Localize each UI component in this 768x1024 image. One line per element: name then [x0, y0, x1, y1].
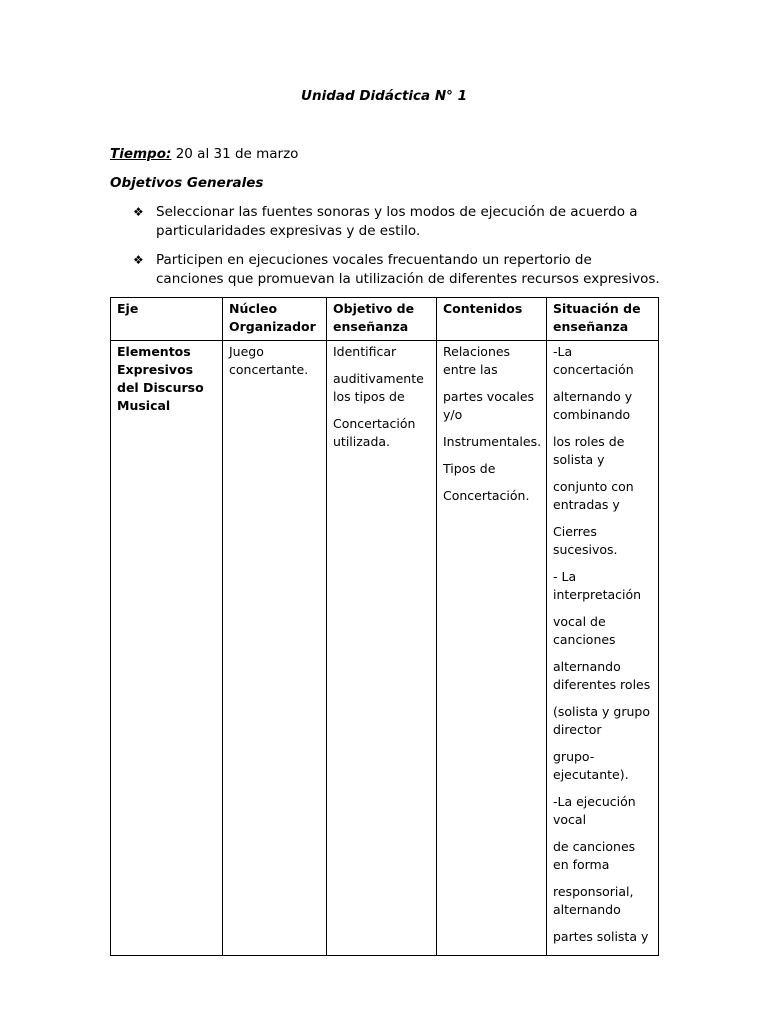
header-contenidos: Contenidos — [437, 298, 547, 341]
cell-text: responsorial, alternando — [553, 884, 634, 917]
objetivo-text: Participen en ejecuciones vocales frecuentando un repertorio de canciones que promuevan la utilización de diferentes recursos expresivos. — [156, 252, 660, 287]
cell-text: Juego concertante. — [229, 344, 309, 377]
cell-text: los roles de solista y — [553, 434, 625, 467]
cell-contenidos — [437, 341, 547, 956]
header-eje: Eje — [111, 298, 223, 341]
cell-text: -La concertación — [553, 344, 634, 377]
header-objetivo: Objetivo de enseñanza — [327, 298, 437, 341]
cell-text: auditivamente los tipos de — [333, 371, 424, 404]
cell-text: conjunto con entradas y — [553, 479, 634, 512]
cell-text: Instrumentales. — [443, 434, 542, 449]
table-row — [111, 341, 659, 956]
header-situacion: Situación de enseñanza — [547, 298, 659, 341]
document-title: Unidad Didáctica N° 1 — [301, 88, 467, 104]
cell-text: Tipos de — [443, 461, 496, 476]
cell-text: (solista y grupo director — [553, 704, 650, 737]
cell-text: -La ejecución vocal — [553, 794, 636, 827]
objetivo-text: Seleccionar las fuentes sonoras y los modos de ejecución de acuerdo a particularidades expresivas y de estilo. — [156, 204, 638, 239]
objetivos-list — [133, 203, 663, 299]
cell-eje — [111, 341, 223, 956]
cell-text: - La interpretación — [553, 569, 642, 602]
cell-text: Relaciones entre las — [443, 344, 511, 377]
cell-text: alternando y combinando — [553, 389, 633, 422]
cell-text: Concertación. — [443, 488, 530, 503]
cell-objetivo — [327, 341, 437, 956]
tiempo-line — [110, 145, 298, 163]
cell-text: partes vocales y/o — [443, 389, 535, 422]
cell-text: de canciones en forma — [553, 839, 636, 872]
objetivo-item — [133, 251, 663, 289]
cell-text: partes solista y — [553, 929, 649, 944]
objetivo-item — [133, 203, 663, 241]
table-header-row — [111, 298, 659, 341]
planning-table — [110, 297, 659, 956]
cell-text: vocal de canciones — [553, 614, 616, 647]
tiempo-value: 20 al 31 de marzo — [175, 146, 299, 162]
cell-text: alternando diferentes roles — [553, 659, 651, 692]
objetivos-heading: Objetivos Generales — [110, 175, 264, 191]
cell-text: grupo-ejecutante). — [553, 749, 629, 782]
cell-text: Concertación utilizada. — [333, 416, 416, 449]
tiempo-label: Tiempo: — [110, 146, 172, 162]
cell-text: Elementos Expresivos del Discurso Musical — [117, 344, 204, 413]
diamond-bullet-icon: ❖ — [133, 253, 144, 267]
cell-nucleo — [223, 341, 327, 956]
cell-text: Identificar — [333, 344, 397, 359]
cell-text: Cierres sucesivos. — [553, 524, 618, 557]
diamond-bullet-icon: ❖ — [133, 205, 144, 219]
cell-situacion — [547, 341, 659, 956]
header-nucleo: Núcleo Organizador — [223, 298, 327, 341]
